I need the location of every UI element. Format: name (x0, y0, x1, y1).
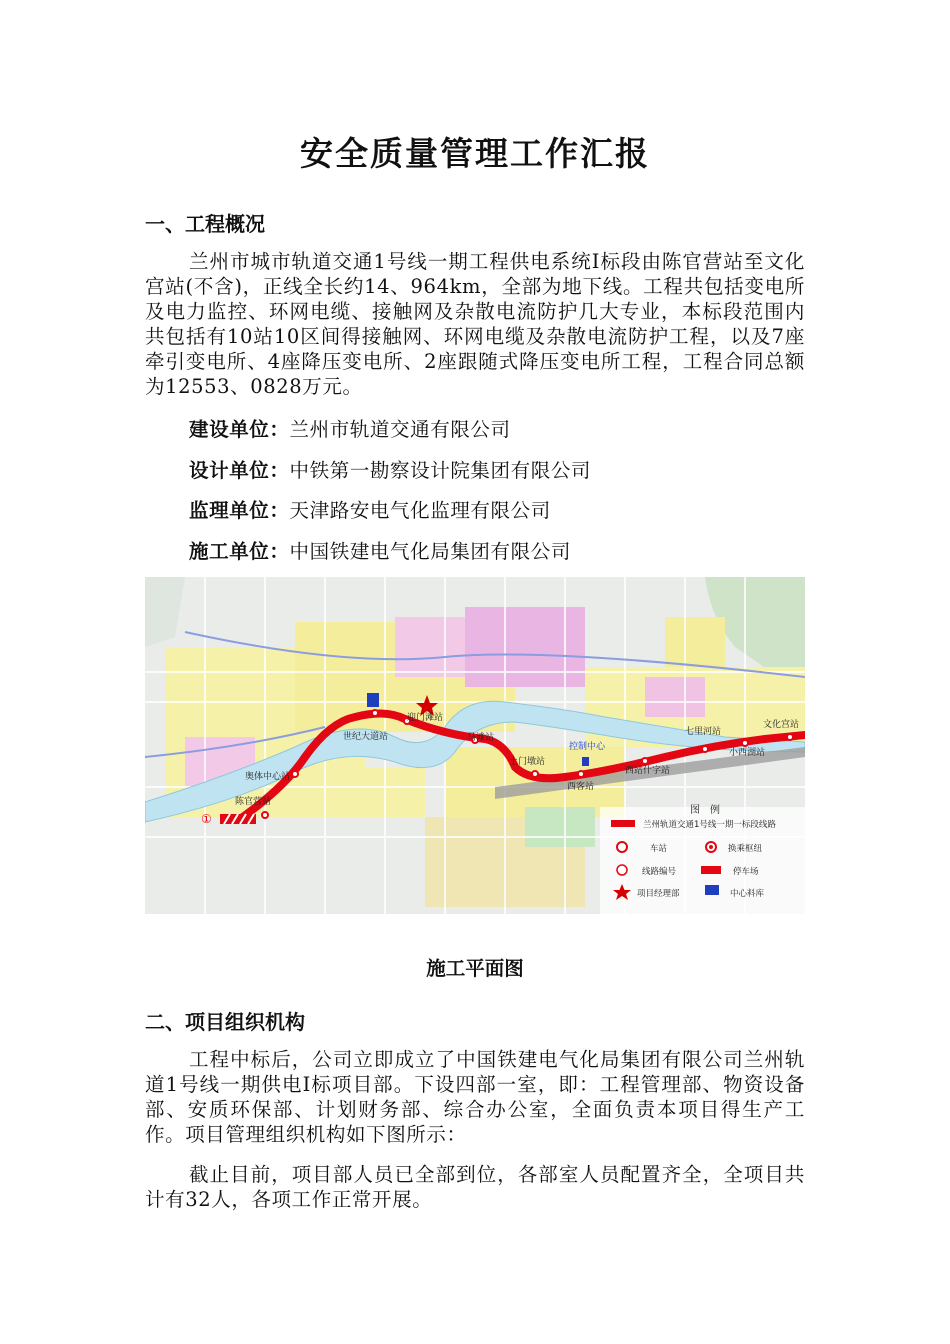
section-heading-organization: 二、项目组织机构 (145, 1010, 305, 1034)
station-label: 世纪大道站 (343, 732, 389, 742)
station-label: 迎门滩站 (407, 713, 444, 723)
legend-line-no-icon (617, 865, 627, 875)
organization-paragraph: 工程中标后，公司立即成立了中国铁建电气化局集团有限公司兰州轨道1号线一期供电Ⅰ标项目部。下设四部一室，即：工程管理部、物资设备部、安质环保部、计划财务部、综合办公室，全面负责本项目得生产工作。项目管理组织机构如下图所示： (145, 1048, 805, 1146)
unit-design (189, 455, 591, 483)
legend-warehouse-icon (705, 885, 719, 895)
legend-line-label: 兰州轨道交通1号线一期一标段线路 (643, 820, 776, 830)
legend-warehouse-label: 中心料库 (730, 889, 765, 899)
legend-line-swatch (611, 820, 635, 827)
unit-value: 中铁第一勘察设计院集团有限公司 (289, 459, 592, 482)
map-legend (600, 803, 805, 914)
legend-transfer-dot (709, 845, 713, 849)
map-caption: 施工平面图 (426, 957, 524, 980)
section-heading-overview: 一、工程概况 (145, 212, 265, 236)
legend-line-no-label: 线路编号 (642, 867, 677, 877)
construction-site-map (145, 577, 805, 914)
map-svg (145, 577, 805, 914)
page-title: 安全质量管理工作汇报 (300, 134, 650, 173)
control-center-icon (582, 757, 589, 766)
station-label: 奥体中心站 (245, 772, 291, 782)
legend-station-label: 车站 (650, 844, 668, 854)
unit-label: 监理单位： (189, 499, 290, 522)
legend-pm-label: 项目经理部 (637, 889, 680, 899)
station-label: 马滩站 (467, 733, 495, 743)
legend-title: 图 例 (690, 805, 720, 816)
green-block (525, 807, 595, 847)
station-label: 七里河站 (685, 727, 722, 737)
unit-label: 设计单位： (189, 459, 290, 482)
legend-depot-label: 停车场 (733, 867, 759, 877)
unit-label: 建设单位： (189, 418, 290, 441)
legend-depot-icon (701, 866, 721, 874)
station-label: 陈官营站 (235, 797, 272, 807)
line-number-label: ① (201, 812, 212, 826)
unit-supervision (189, 495, 551, 523)
legend-transfer-label: 换乘枢纽 (728, 844, 763, 854)
unit-value: 中国铁建电气化局集团有限公司 (289, 540, 571, 563)
urban-block (665, 617, 725, 667)
station-label: 小西湖站 (729, 748, 766, 758)
control-center-label: 控制中心 (569, 742, 606, 752)
unit-builder (189, 536, 571, 564)
unit-label: 施工单位： (189, 540, 290, 563)
station-label: 土门墩站 (509, 757, 546, 767)
overview-paragraph: 兰州市城市轨道交通1号线一期工程供电系统Ⅰ标段由陈官营站至文化宫站(不含)，正线全长约14、964km，全部为地下线。工程共包括变电所及电力监控、环网电缆、接触网及杂散电流防护几大专业，本标段范围内共包括有10站10区间得接触网、环网电缆及杂散电流防护工程，以及7座牵引变电所、4座降压变电所、2座跟随式降压变电所工程，工程合同总额为12553、0828万元。 (145, 250, 805, 398)
unit-value: 天津路安电气化监理有限公司 (289, 499, 551, 522)
urban-block (645, 677, 705, 717)
station-label: 西客站 (567, 782, 595, 792)
unit-construction (189, 414, 511, 442)
station-label: 西站什字站 (625, 766, 671, 776)
urban-block (465, 607, 585, 687)
station-label: 文化宫站 (763, 720, 800, 730)
unit-value: 兰州市轨道交通有限公司 (289, 418, 511, 441)
urban-block (305, 767, 425, 817)
warehouse-icon (367, 693, 379, 707)
staffing-paragraph: 截止目前，项目部人员已全部到位，各部室人员配置齐全，全项目共计有32人，各项工作正常开展。 (145, 1163, 805, 1211)
legend-station-icon (617, 842, 627, 852)
